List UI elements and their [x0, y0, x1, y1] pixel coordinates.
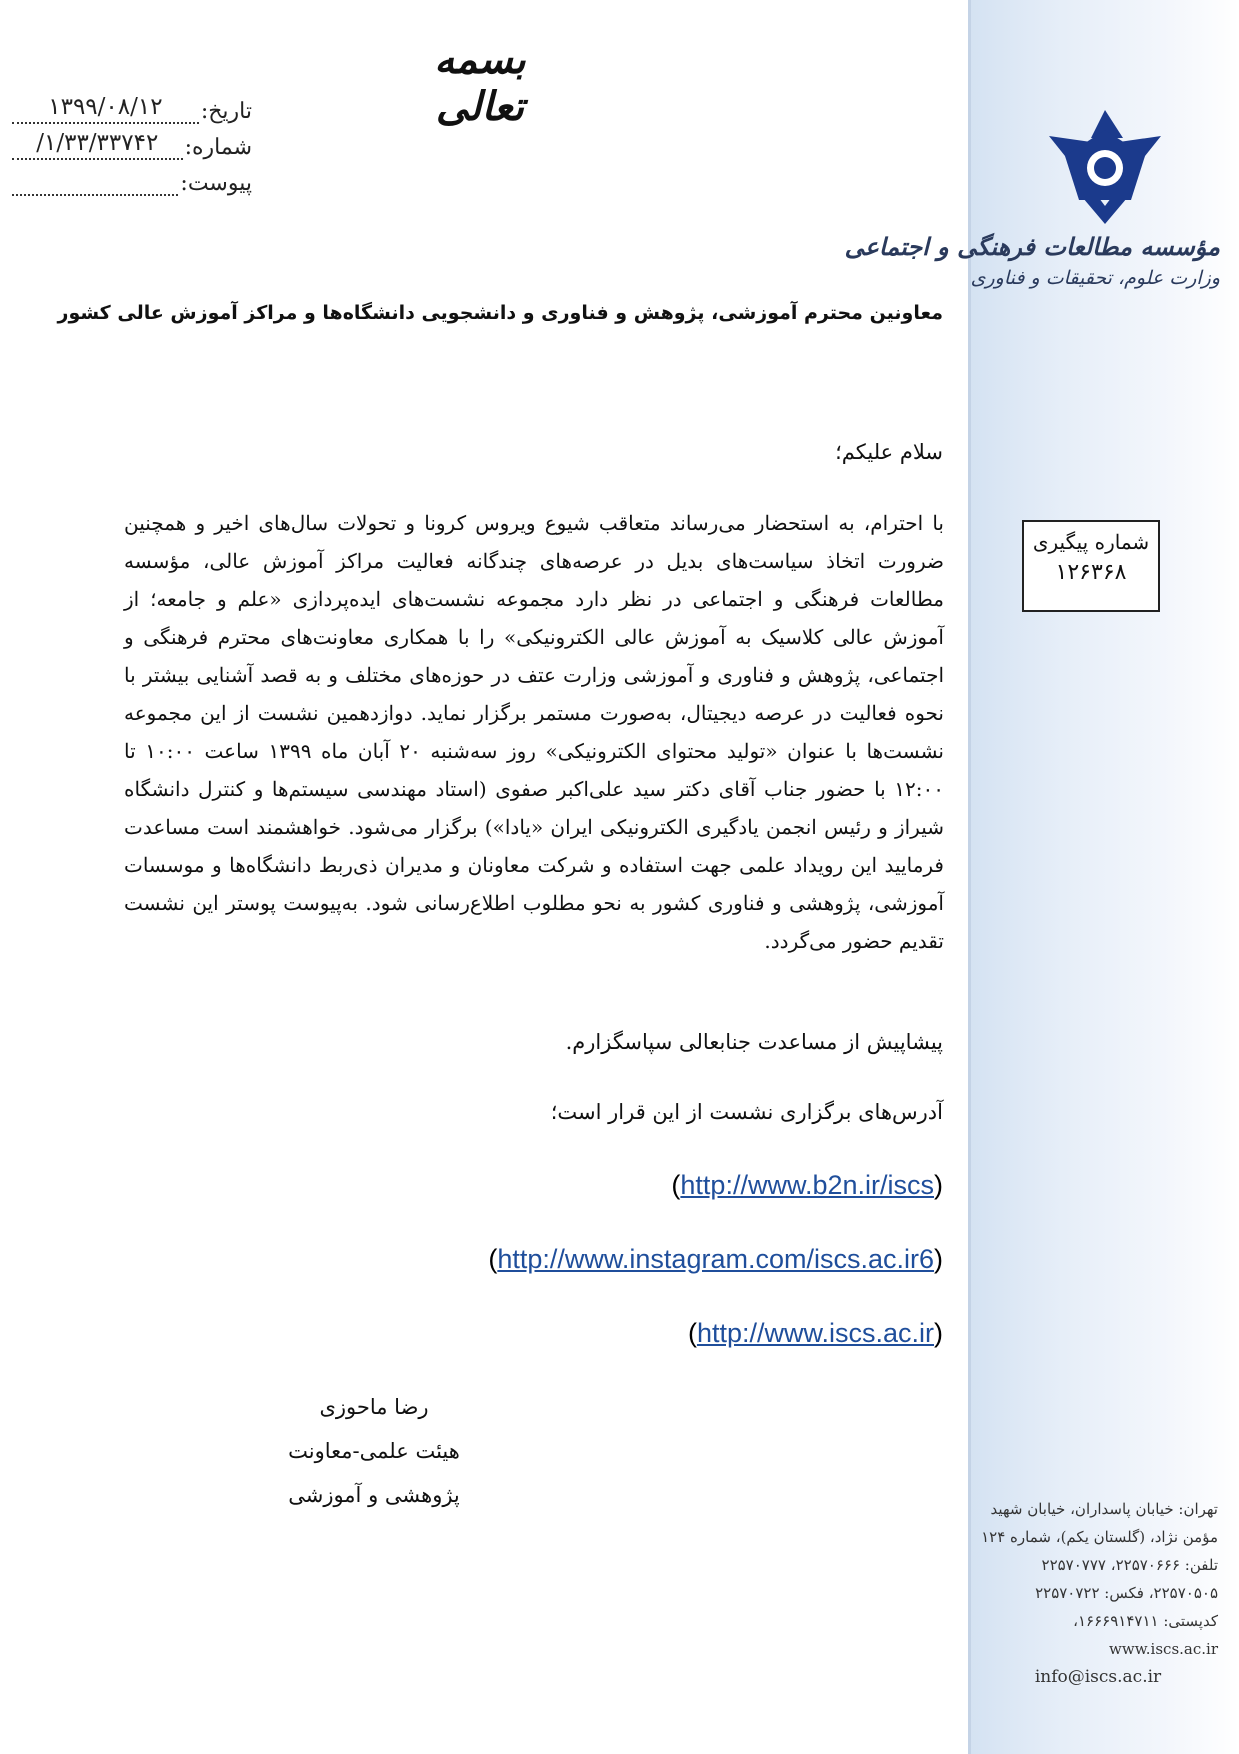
link-row-instagram — [488, 1244, 943, 1275]
addresses-intro: آدرس‌های برگزاری نشست از این قرار است؛ — [550, 1100, 943, 1124]
tracking-number-box — [1022, 520, 1160, 612]
attachment-value — [12, 166, 178, 196]
greeting: سلام علیکم؛ — [835, 440, 943, 464]
open-paren: ( — [687, 1318, 697, 1348]
link-instagram[interactable]: http://www.instagram.com/iscs.ac.ir6 — [497, 1244, 934, 1274]
close-paren: ) — [934, 1244, 943, 1274]
link-row-b2n — [671, 1170, 943, 1201]
open-paren: ( — [671, 1170, 681, 1200]
recipient-line: معاونین محترم آموزشی، پژوهش و فناوری و دانشجویی دانشگاه‌ها و مراکز آموزش عالی کشور — [57, 302, 943, 324]
close-paren: ) — [934, 1170, 943, 1200]
ministry-name: وزارت علوم، تحقیقات و فناوری — [970, 267, 1220, 289]
signer-name: رضا ماحوزی — [319, 1395, 429, 1419]
letter-meta — [12, 88, 252, 196]
contact-info — [978, 1495, 1218, 1691]
date-row — [12, 88, 252, 124]
number-row — [12, 124, 252, 160]
phone-line: تلفن: ۲۲۵۷۰۶۶۶، ۲۲۵۷۰۷۷۷ — [1041, 1556, 1218, 1574]
open-paren: ( — [488, 1244, 498, 1274]
signer-title-line1: هیئت علمی-معاونت — [288, 1439, 460, 1463]
contact-email: info@iscs.ac.ir — [1034, 1667, 1162, 1687]
letter-body: با احترام، به استحضار می‌رساند متعاقب شیوع ویروس کرونا و تحولات سال‌های اخیر و همچنین ضرورت اتخاذ سیاست‌های بدیل در عرصه‌های چندگانه فعالیت مراکز آموزش عالی، مؤسسه مطالعات فرهنگی و اجتماعی در نظر دارد مجموعه نشست‌های ایده‌پردازی «علم و جامعه؛ از آموزش عالی کلاسیک به آموزش عالی الکترونیکی» را با همکاری معاونت‌های محترم فرهنگی و اجتماعی، پژوهش و فناوری و آموزشی وزارت عتف در حوزه‌های مختلف و به قصد آشنایی بیشتر با نحوه فعالیت در عرصه دیجیتال، به‌صورت مستمر برگزار نماید. دوازدهمین نشست از این مجموعه نشست‌ها با عنوان «تولید محتوای الکترونیکی» روز سه‌شنبه ۲۰ آبان ماه ۱۳۹۹ ساعت ۱۰:۰۰ تا ۱۲:۰۰ با حضور جناب آقای دکتر سید علی‌اکبر صفوی (استاد مهندسی سیستم‌ها و کنترل دانشگاه شیراز و رئیس انجمن یادگیری الکترونیکی ایران «یادا») برگزار می‌شود. خواهشمند است مساعدت فرمایید این رویداد علمی جهت استفاده و شرکت معاونان و مدیران ذی‌ربط دانشگاه‌ها و موسسات آموزشی، پژوهشی و فناوری کشور به نحو مطلوب اطلاع‌رسانی شود. به‌پیوست پوستر این نشست تقدیم حضور می‌گردد. — [124, 511, 945, 953]
fax-line: ۲۲۵۷۰۵۰۵، فکس: ۲۲۵۷۰۷۲۲ — [1035, 1584, 1218, 1602]
link-iscs[interactable]: http://www.iscs.ac.ir — [696, 1318, 934, 1348]
postal-web-line: کدپستی: ۱۶۶۶۹۱۴۷۱۱، www.iscs.ac.ir — [1073, 1612, 1218, 1658]
signer-title-line2: پژوهشی و آموزشی — [288, 1483, 460, 1507]
sidebar-divider — [968, 0, 971, 1754]
date-label: تاریخ: — [200, 99, 252, 124]
tracking-number: ۱۲۶۳۶۸ — [1055, 560, 1127, 585]
number-value: ۱/۳۳/۳۳۷۴۲/ — [12, 130, 183, 160]
address-line2: مؤمن نژاد، (گلستان یکم)، شماره ۱۲۴ — [981, 1528, 1218, 1546]
address-line1: تهران: خیابان پاسداران، خیابان شهید — [990, 1500, 1218, 1518]
attachment-row — [12, 160, 252, 196]
number-label: شماره: — [184, 135, 252, 160]
date-value: ۱۳۹۹/۰۸/۱۲ — [12, 94, 199, 124]
organization-logo-icon — [1045, 108, 1165, 226]
attachment-label: پیوست: — [180, 171, 252, 196]
thanks-line: پیشاپیش از مساعدت جنابعالی سپاسگزارم. — [565, 1030, 943, 1054]
link-b2n[interactable]: http://www.b2n.ir/iscs — [680, 1170, 934, 1200]
close-paren: ) — [934, 1318, 943, 1348]
signature-block — [244, 1385, 504, 1517]
organization-name: مؤسسه مطالعات فرهنگی و اجتماعی — [844, 232, 1220, 261]
organization-logo-block — [844, 108, 1220, 289]
basmala-heading: بسمه تعالی — [434, 36, 526, 130]
link-row-iscs — [688, 1318, 943, 1349]
tracking-label: شماره پیگیری — [1032, 530, 1150, 554]
